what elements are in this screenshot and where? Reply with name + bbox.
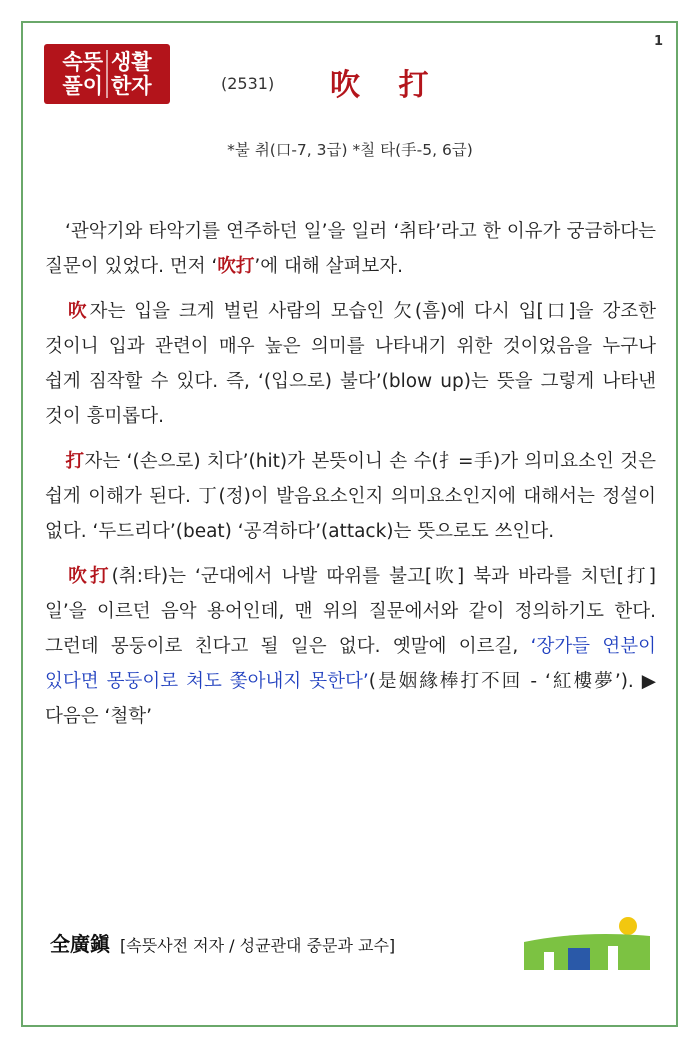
paragraph-1	[45, 214, 656, 284]
logo-white-bar-1	[544, 952, 554, 970]
author-line	[50, 928, 395, 957]
article-title: 吹 打	[330, 68, 443, 103]
logo-text-top-left: 속뜻	[62, 50, 103, 74]
series-logo	[44, 44, 170, 104]
article-number: (2531)	[221, 74, 275, 93]
author-name: 全廣鎭	[50, 932, 110, 956]
paragraph-3-text: 자는 ‘(손으로) 치다’(hit)가 본뜻이니 손 수(扌=手)가 의미요소인 것은 쉽게 이해가 된다. 丁(정)이 발음요소인지 의미요소인지에 대해서는 정설이 없다. ‘두드리다’(beat) ‘공격하다’(attack)는 뜻으로도 쓰인다.	[45, 451, 656, 542]
publisher-logo	[522, 912, 652, 972]
paragraph-2	[45, 294, 656, 434]
page-number: 1	[653, 34, 663, 49]
author-title: [속뜻사전 저자 / 성균관대 중문과 교수]	[120, 936, 396, 955]
paragraph-4-text-end: (是姻緣棒打不回 - ‘紅樓夢’). ▶ 다음은 ‘철학’	[45, 671, 657, 727]
logo-blue-block	[568, 948, 590, 970]
paragraph-2-highlight: 吹	[65, 301, 90, 322]
article-body	[45, 214, 656, 744]
paragraph-1-text: ‘관악기와 타악기를 연주하던 일’을 일러 ‘취타’라고 한 이유가 궁금하다는 질문이 있었다. 먼저 ‘	[45, 221, 656, 277]
paragraph-4	[45, 559, 656, 734]
character-readings: *불 취(口-7, 3급) *칠 타(手-5, 6급)	[227, 141, 473, 159]
logo-divider	[106, 50, 108, 98]
logo-sun-shape	[619, 917, 637, 935]
paragraph-2-text: 자는 입을 크게 벌린 사람의 모습인 欠(흠)에 다시 입[口]을 강조한 것이니 입과 관련이 매우 높은 의미를 나타내기 위한 것이었음을 누구나 쉽게 짐작할 수 있다. 즉, ‘(입으로) 불다’(blow up)는 뜻을 그렇게 나타낸 것이 흥미롭다.	[45, 301, 656, 427]
logo-text-bottom-left: 풀이	[62, 74, 103, 98]
logo-text-bottom-right: 한자	[111, 74, 152, 98]
paragraph-3	[45, 444, 656, 549]
paragraph-1-highlight: 吹打	[217, 256, 255, 277]
paragraph-3-highlight: 打	[65, 451, 85, 472]
paragraph-1-text-end: ’에 대해 살펴보자.	[254, 256, 404, 277]
paragraph-4-highlight: 吹打	[65, 566, 112, 587]
paragraph-4-text: (취:타)는 ‘군대에서 나발 따위를 불고[吹] 북과 바라를 치던[打] 일’을 이르던 음악 용어인데, 맨 위의 질문에서와 같이 정의하기도 한다. 그런데 몽둥이로 친다고 될 일은 없다. 옛말에 이르길,	[45, 566, 656, 657]
logo-text-top-right: 생활	[111, 50, 152, 74]
logo-white-bar-2	[608, 946, 618, 970]
paragraph-4-quote: ‘장가들 연분이 있다면 몽둥이로 쳐도 쫓아내지 못한다’	[45, 636, 656, 692]
